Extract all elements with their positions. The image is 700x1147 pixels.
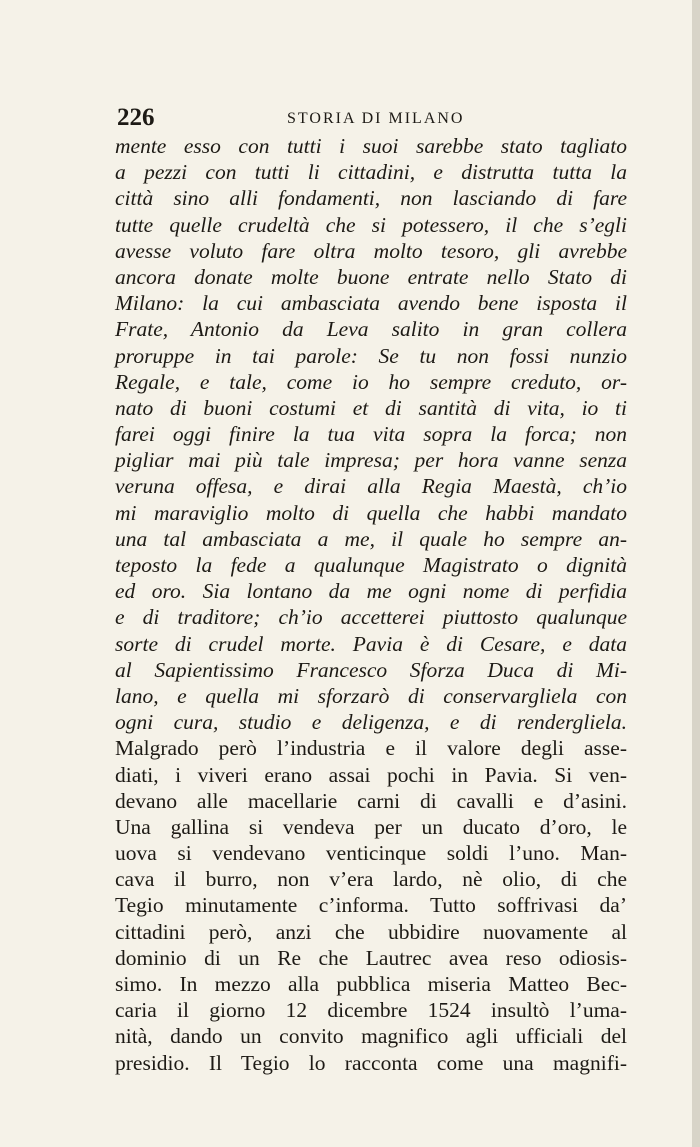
text-line: Malgrado però l’industria e il valore degli asse- [115, 736, 627, 761]
running-title: STORIA DI MILANO [287, 110, 465, 127]
text-line: cava il burro, non v’era lardo, nè olio, di che [115, 867, 627, 892]
text-line: al Sapientissimo Francesco Sforza Duca di Mi- [115, 657, 627, 682]
text-line: e di traditore; ch’io accetterei piuttosto qualunque [115, 605, 627, 630]
text-line: presidio. Il Tegio lo racconta come una magnifi- [115, 1050, 627, 1075]
text-line: dominio di un Re che Lautrec avea reso odiosis- [115, 945, 627, 970]
text-line: tutte quelle crudeltà che si potessero, il che s’egli [115, 212, 627, 237]
text-line: teposto la fede a qualunque Magistrato o dignità [115, 553, 627, 577]
text-line: Regale, e tale, come io ho sempre creduto, or- [115, 369, 627, 394]
text-line: a pezzi con tutti li cittadini, e distrutta tutta la [115, 160, 627, 185]
text-line: mi maraviglio molto di quella che habbi mandato [115, 500, 627, 525]
text-line: Tegio minutamente c’informa. Tutto soffrivasi da’ [115, 893, 627, 918]
text-line: una tal ambasciata a me, il quale ho sempre an- [115, 526, 627, 551]
text-line: diati, i viveri erano assai pochi in Pavia. Si ven- [115, 762, 627, 787]
text-line: ancora donate molte buone entrate nello Stato di [115, 264, 627, 289]
text-line: lano, e quella mi sforzarò di conservargliela con [115, 683, 627, 708]
page-header [117, 103, 629, 133]
text-line: Una gallina si vendeva per un ducato d’oro, le [115, 814, 627, 839]
text-line: cittadini però, anzi che ubbidire nuovamente al [115, 919, 627, 944]
text-line: mente esso con tutti i suoi sarebbe stato tagliato [115, 134, 627, 158]
text-line: devano alle macellarie carni di cavalli e d’asini. [115, 788, 627, 813]
text-line: Milano: la cui ambasciata avendo bene isposta il [115, 291, 627, 316]
text-line: proruppe in tai parole: Se tu non fossi nunzio [115, 343, 627, 368]
text-line: avesse voluto fare oltra molto tesoro, gli avrebbe [115, 238, 627, 263]
text-line: nità, dando un convito magnifico agli ufficiali del [115, 1024, 627, 1049]
text-line: città sino alli fondamenti, non lasciando di fare [115, 186, 627, 211]
text-line: Frate, Antonio da Leva salito in gran collera [115, 317, 627, 342]
text-line: farei oggi finire la tua vita sopra la forca; non [115, 422, 627, 447]
text-line: simo. In mezzo alla pubblica miseria Matteo Bec- [115, 972, 627, 996]
text-line: sorte di crudel morte. Pavia è di Cesare, e data [115, 631, 627, 656]
text-line: ed oro. Sia lontano da me ogni nome di perfidia [115, 579, 627, 604]
page-number: 226 [117, 104, 155, 131]
body-text [115, 133, 627, 1076]
text-line: veruna offesa, e dirai alla Regia Maestà, ch’io [115, 474, 627, 499]
text-line: uova si vendevano venticinque soldi l’uno. Man- [115, 841, 627, 866]
text-line: caria il giorno 12 dicembre 1524 insultò l’uma- [115, 998, 627, 1023]
page-edge [692, 0, 700, 1147]
text-line: nato di buoni costumi et di santità di vita, io ti [115, 395, 627, 420]
text-line: pigliar mai più tale impresa; per hora vanne senza [115, 448, 627, 473]
text-line: ogni cura, studio e deligenza, e di rendergliela. [115, 710, 627, 735]
